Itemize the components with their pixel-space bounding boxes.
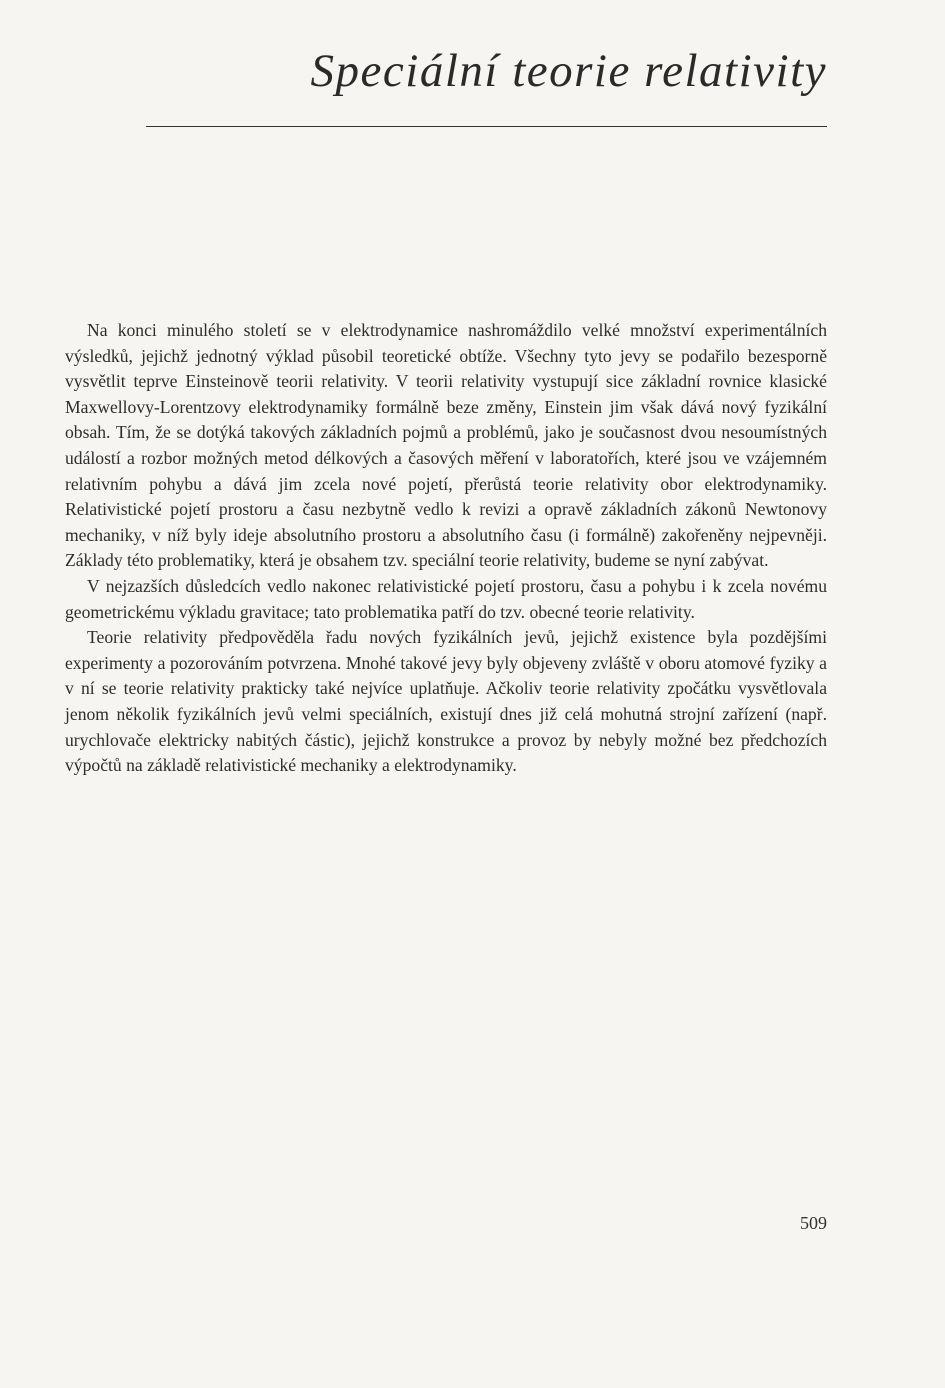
chapter-title: Speciální teorie relativity (310, 45, 827, 97)
paragraph: Na konci minulého století se v elektrodynamice nashromáždilo velké množství experimentálních výsledků, jejichž jednotný výklad působil teoretické obtíže. Všechny tyto jevy se podařilo bezesporně vysvětlit teprve Einsteinově teorii relativity. V teorii relativity vystupují sice základní rovnice klasické Maxwellovy-Lorentzovy elektrodynamiky formálně beze změny, Einstein jim však dává nový fyzikální obsah. Tím, že se dotýká takových základních pojmů a problémů, jako je současnost dvou nesoumístných událostí a rozbor možných metod délkových a časových měření v laboratořích, které jsou ve vzájemném relativním pohybu a dává jim zcela nové pojetí, přerůstá teorie relativity obor elektrodynamiky. Relativistické pojetí prostoru a času nezbytně vedlo k revizi a opravě základních zákonů Newtonovy mechaniky, v níž byly ideje absolutního prostoru a absolutního času (i formálně) zakořeněny nejpevněji. Základy této problematiky, která je obsahem tzv. speciální teorie relativity, budeme se nyní zabývat. (65, 320, 827, 571)
paragraph: Teorie relativity předpověděla řadu nových fyzikálních jevů, jejichž existence byla pozdějšími experimenty a pozorováním potvrzena. Mnohé takové jevy byly objeveny zvláště v oboru atomové fyziky a v ní se teorie relativity prakticky také nejvíce uplatňuje. Ačkoliv teorie relativity zpočátku vysvětlovala jenom několik fyzikálních jevů velmi speciálních, existují dnes již celá mohutná strojní zařízení (např. urychlovače elektricky nabitých částic), jejichž konstrukce a provoz by nebyly možné bez předchozích výpočtů na základě relativistické mechaniky a elektrodynamiky. (65, 627, 827, 776)
page-number: 509 (800, 1213, 827, 1233)
body-text (65, 318, 827, 779)
title-underline-rule (146, 126, 827, 127)
paragraph: V nejzazších důsledcích vedlo nakonec relativistické pojetí prostoru, času a pohybu i k zcela novému geometrickému výkladu gravitace; tato problematika patří do tzv. obecné teorie relativity. (65, 575, 827, 622)
